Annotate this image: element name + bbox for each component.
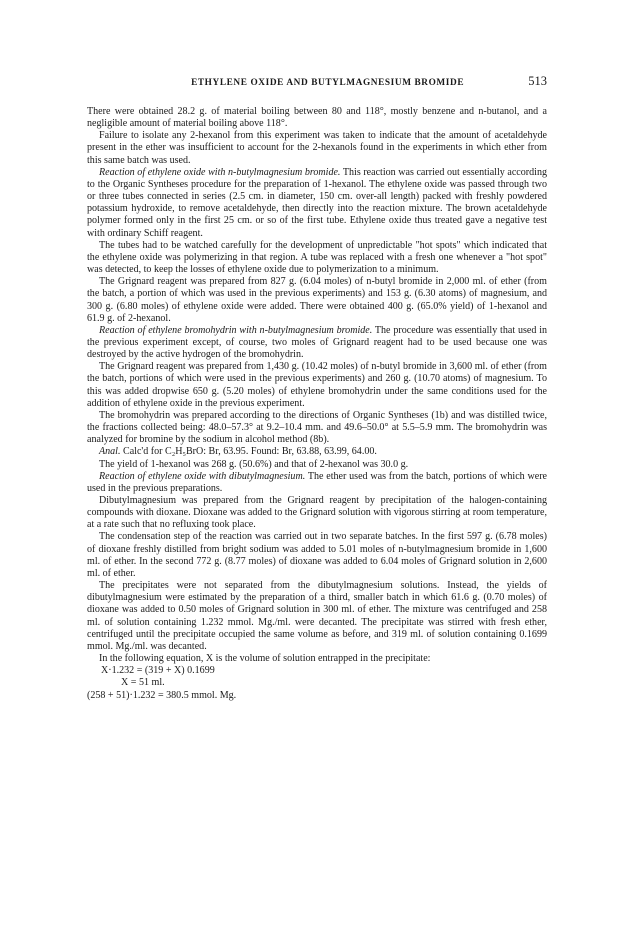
paragraph: Reaction of ethylene oxide with n-butylmagnesium bromide. This reaction was carried out essentially according to the Organic Syntheses procedure for the preparation of 1-hexanol. The ethylene oxide was passed through two or three tubes connected in series (2.5 cm. in diameter, 150 cm. over-all length) packed with freshly powdered potassium hydroxide, to remove acetaldehyde, then directly into the reaction mixture. The brown acetaldehyde polymer formed only in the first 25 cm. or so of the first tube. Ethylene oxide thus treated gave a negative test with ordinary Schiff reagent. — [87, 166, 547, 239]
page-header — [87, 74, 547, 89]
page-number: 513 — [528, 74, 547, 88]
equation: (258 + 51)·1.232 = 380.5 mmol. Mg. — [87, 689, 237, 701]
paragraph: The condensation step of the reaction was carried out in two separate batches. In the first 597 g. (6.78 moles) of dioxane freshly distilled from bright sodium was added to 5.01 moles of n-butylmagnesium bromide in 1,600 ml. of ether. In the second 772 g. (8.77 moles) of dioxane was added to 6.04 moles of Grignard solution in 2,600 ml. of ether. — [87, 531, 547, 579]
paragraph: The precipitates were not separated from the dibutylmagnesium solutions. Instead, the yields of dibutylmagnesium were estimated by the preparation of a third, smaller batch in which 61.6 g. (0.70 moles) of dioxane was added to 0.50 moles of Grignard solution in 300 ml. of ether. The mixture was centrifuged and 258 ml. of solution containing 1.232 mmol. Mg./ml. were decanted. The precipitate was stirred with fresh ether, centrifuged until the precipitate occupied the same volume as before, and 319 ml. of solution containing 0.1699 mmol. Mg./ml. was decanted. — [87, 580, 547, 652]
paragraph: The Grignard reagent was prepared from 1,430 g. (10.42 moles) of n-butyl bromide in 3,600 ml. of ether (from the batch, portions of which were used in the previous experiments) and 260 g. (10.70 atoms) of magnesium. To this was added dropwise 650 g. (5.20 moles) of ethylene bromohydrin under the same conditions used for the addition of ethylene oxide in the previous experiment. — [87, 361, 547, 409]
paragraph: There were obtained 28.2 g. of material boiling between 80 and 118°, mostly benzene and n-butanol, and a negligible amount of material boiling above 118°. — [87, 106, 547, 130]
equation: X·1.232 = (319 + X) 0.1699 — [101, 665, 215, 677]
analysis-line: Anal. Calc'd for C₂H₅BrO: Br, 63.95. Found: Br, 63.88, 63.99, 64.00. — [99, 446, 377, 458]
paragraph: The tubes had to be watched carefully for the development of unpredictable "hot spots" which indicated that the ethylene oxide was polymerizing in that region. A tube was replaced with a fresh one whenever a "hot spot" was detected, to keep the losses of ethylene oxide due to polymerization to a minimum. — [87, 239, 547, 276]
running-head: ETHYLENE OXIDE AND BUTYLMAGNESIUM BROMIDE — [191, 78, 465, 88]
paragraph: Dibutylmagnesium was prepared from the Grignard reagent by precipitation of the halogen-containing compounds with dioxane. Dioxane was added to the Grignard solution with vigorous stirring at room temperature, at a rate such that no refluxing took place. — [87, 495, 547, 531]
paragraph: The Grignard reagent was prepared from 827 g. (6.04 moles) of n-butyl bromide in 2,000 ml. of ether (from the batch, a portion of which was used in the previous experiments) and 153 g. (6.30 atoms) of magnesium, and 300 g. (6.80 moles) of ethylene oxide were added. There were obtained 400 g. (65.0% yield) of 1-hexanol and 61.9 g. of 2-hexanol. — [87, 276, 547, 324]
paragraph: Failure to isolate any 2-hexanol from this experiment was taken to indicate that the amount of acetaldehyde present in the ether was insufficient to account for the 2-hexanols found in the experiments in which ether from this same batch was used. — [87, 130, 547, 166]
paragraph: Reaction of ethylene bromohydrin with n-butylmagnesium bromide. The procedure was essentially that used in the previous experiment except, of course, two moles of Grignard reagent had to be used because one was destroyed by the active hydrogen of the bromohydrin. — [87, 324, 548, 361]
equation: X = 51 ml. — [121, 677, 165, 689]
body-text — [87, 106, 547, 702]
paragraph: The yield of 1-hexanol was 268 g. (50.6%) and that of 2-hexanol was 30.0 g. — [99, 458, 409, 470]
paragraph: Reaction of ethylene oxide with dibutylmagnesium. The ether used was from the batch, portions of which were used in the previous preparations. — [87, 470, 548, 494]
paragraph: The bromohydrin was prepared according to the directions of Organic Syntheses (1b) and was distilled twice, the fractions collected being: 48.0–57.3° at 9.2–10.4 mm. and 49.6–50.0° at 5.5–5.9 mm. The bromohydrin was analyzed for bromine by the sodium in alcohol method (8b). — [87, 409, 547, 446]
paragraph: In the following equation, X is the volume of solution entrapped in the precipitate: — [99, 653, 431, 665]
